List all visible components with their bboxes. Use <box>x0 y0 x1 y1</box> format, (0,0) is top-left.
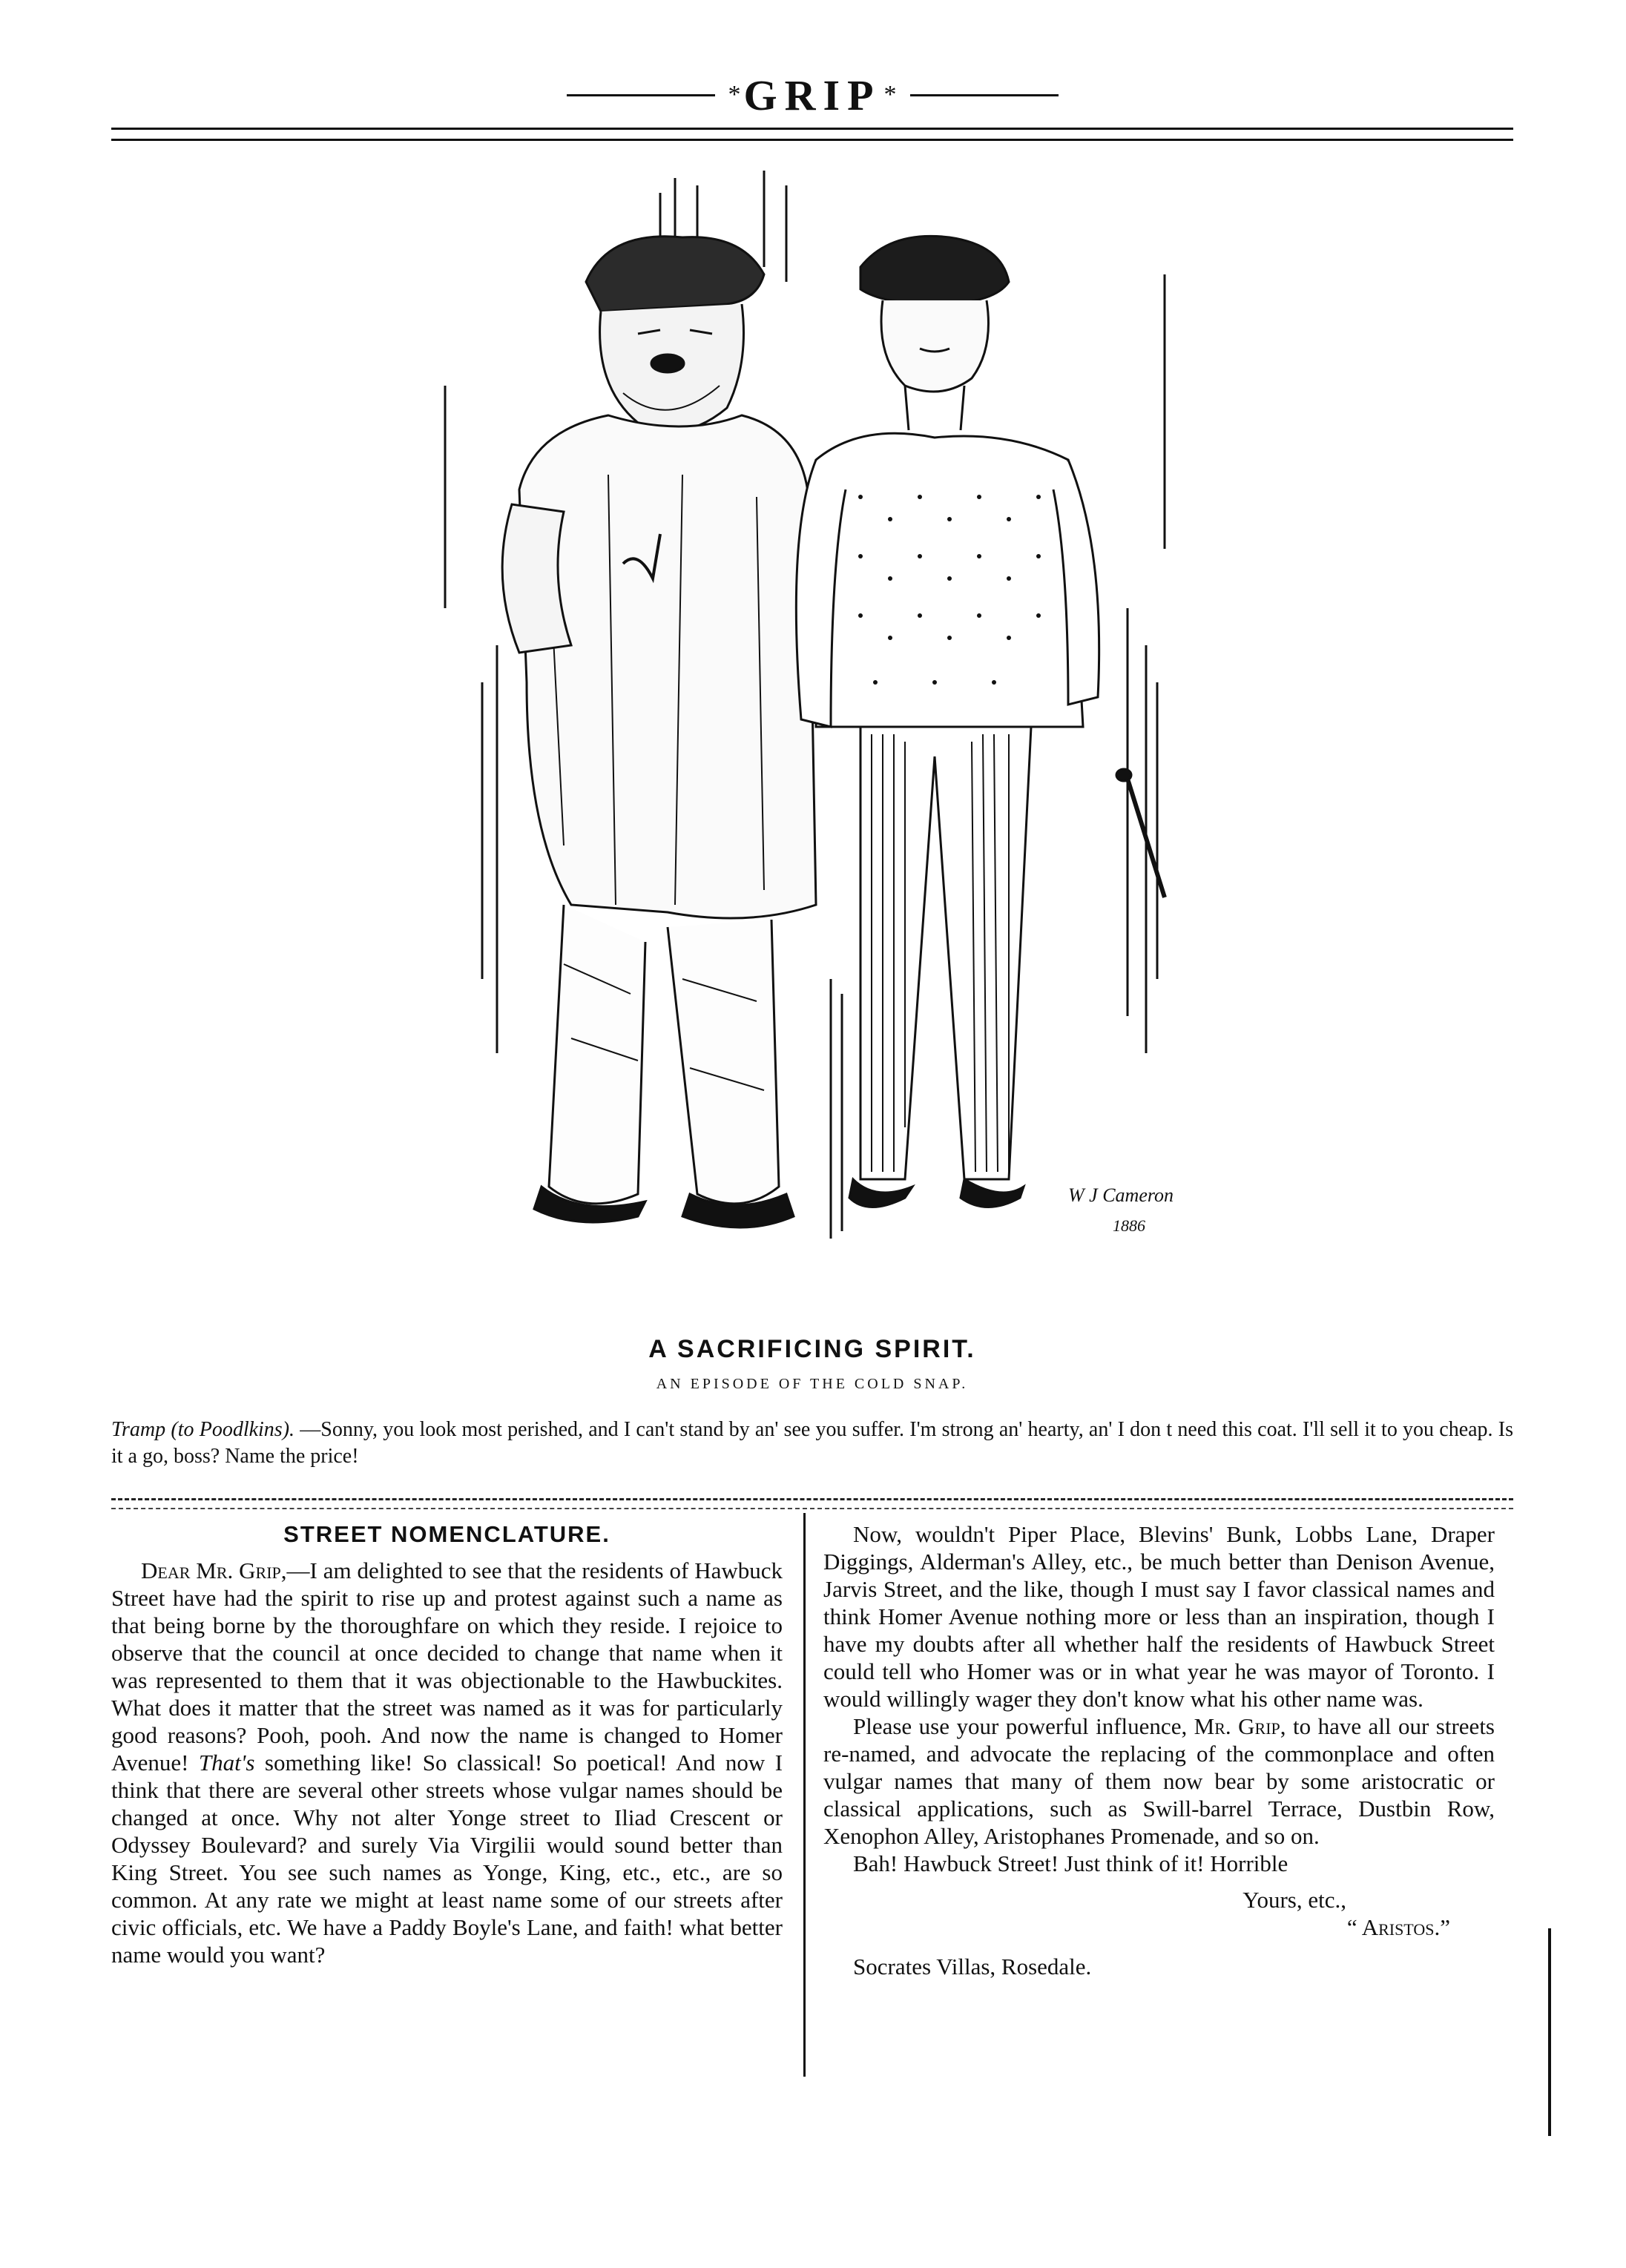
masthead-title: GRIP <box>743 70 881 119</box>
author-signature: “ Aristos.” <box>1346 1914 1450 1940</box>
article-right-column <box>823 1520 1495 1980</box>
signature-year: 1886 <box>1113 1216 1145 1235</box>
margin-rule <box>1548 1928 1551 2136</box>
article-title: STREET NOMENCLATURE. <box>283 1521 610 1547</box>
star-ornament-left: * <box>728 81 741 108</box>
article-paragraph-1 <box>111 1557 783 1968</box>
article-paragraph-2: Now, wouldn't Piper Place, Blevins' Bunk, Lobbs Lane, Draper Diggings, Alderman's Alley, etc., be much better than Denison Avenue, Jarvis Street, and the like, though I must say I favor classical names and think Homer Avenue nothing more or less than an inspiration, though I have my doubts after all whether half the residents of Hawbuck Street could tell who Homer was or in what year he was mayor of Toronto. I would willingly wager they don't know what his other name was. <box>823 1521 1495 1712</box>
paragraph-1-cont: something like! So classical! So poetical! And now I think that there are several other streets whose vulgar names should be changed at once. Why not alter Yonge street to Iliad Crescent or Odyssey Boulevard? and surely Via Virgilii would sound better than King Street. You see such names as Yonge, King, etc., etc., are so common. At any rate we might at least name some of our streets after civic officials, etc. We have a Paddy Boyle's Lane, and faith! what better name would you want? <box>111 1750 783 1968</box>
column-divider <box>803 1513 806 2077</box>
masthead <box>111 65 1513 125</box>
article-paragraph-4: Bah! Hawbuck Street! Just think of it! Horrible <box>853 1850 1288 1876</box>
cartoon-dialogue <box>111 1417 1513 1470</box>
article-paragraph-3 <box>823 1712 1495 1850</box>
paragraph-3-cont: to have all our streets re-named, and advocate the replacing of the commonplace and often vulgar names that many of them now bear by some aristocratic or classical applications, such as Swill-barrel Terrace, Dustbin Row, Xenophon Alley, Aristophanes Promenade, and so on. <box>823 1713 1495 1849</box>
header-double-rule <box>111 128 1513 141</box>
poodlkins-figure <box>796 236 1165 1207</box>
speaker-label: Tramp <box>111 1418 166 1441</box>
cartoon-illustration <box>415 163 1224 1342</box>
tramp-figure <box>502 237 816 1227</box>
artist-signature <box>1068 1184 1174 1235</box>
addressee-label: (to Poodlkins). <box>171 1418 295 1441</box>
emphasis-thats: That's <box>198 1750 255 1776</box>
paragraph-1-text: —I am delighted to see that the residents of Hawbuck Street have had the spirit to rise up and protest against such a name as that being borne by the thoroughfare on which they reside. I rejoice to observe that the council at once decided to change that name when it was represented to them that it was objectionable to the Hawbuckites. What does it matter that the street was named as it was for particularly good reasons? Pooh, pooh. And now the name is changed to Homer Avenue! <box>111 1557 783 1776</box>
cartoon-drawing <box>415 163 1224 1342</box>
section-dashed-rule <box>111 1498 1513 1509</box>
signature-name: W J Cameron <box>1068 1184 1174 1206</box>
article-left-column <box>111 1520 783 1968</box>
cartoon-title: A SACRIFICING SPIRIT. <box>648 1335 976 1363</box>
paragraph-3-start: Please use your powerful influence, <box>853 1713 1188 1739</box>
masthead-rule-left <box>567 94 715 96</box>
addressee-name: Mr. Grip, <box>1194 1713 1286 1739</box>
cartoon-subtitle: AN EPISODE OF THE COLD SNAP. <box>656 1376 969 1392</box>
dialogue-text: —Sonny, you look most perished, and I can't stand by an' see you suffer. I'm strong an' hearty, an' I don t need this coat. I'll sell it to you cheap. Is it a go, boss? Name the price! <box>111 1418 1514 1468</box>
author-address: Socrates Villas, Rosedale. <box>853 1954 1092 1979</box>
masthead-rule-right <box>910 94 1059 96</box>
star-ornament-right: * <box>883 81 897 108</box>
salutation: Dear Mr. Grip, <box>141 1557 287 1583</box>
closing-line: Yours, etc., <box>1242 1887 1346 1913</box>
